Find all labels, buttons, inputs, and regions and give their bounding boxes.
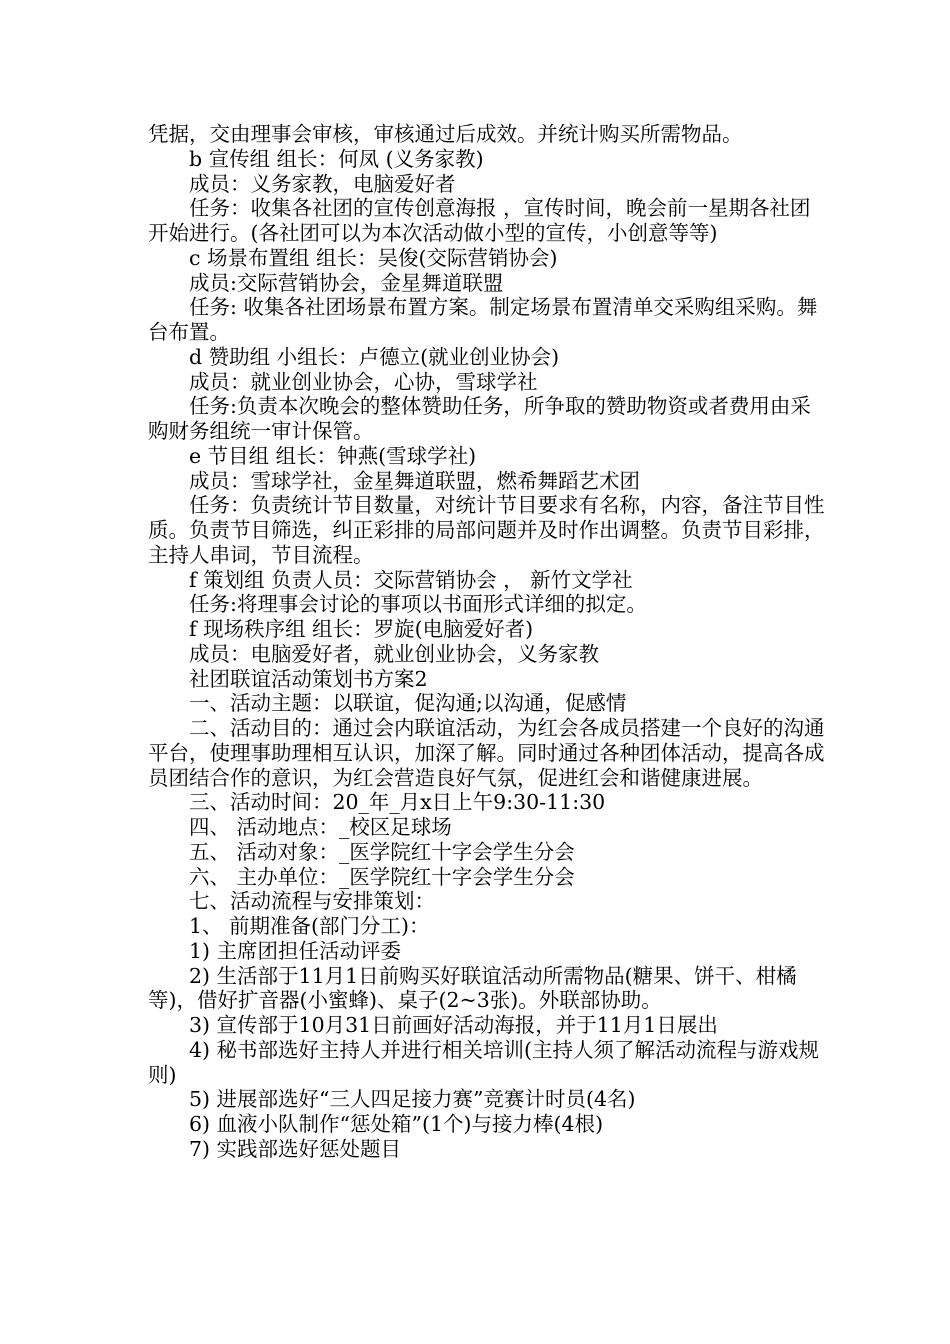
paragraph: 6) 血液小队制作“惩处箱”(1个)与接力棒(4根) [189, 1112, 604, 1136]
paragraph: 成员:交际营销协会，金星舞道联盟 [189, 270, 504, 295]
paragraph: 三、活动时间：20_年_月x日上午9:30-11:30 [189, 790, 606, 815]
paragraph: 成员：义务家教，电脑爱好者 [189, 171, 456, 196]
paragraph: 一、活动主题：以联谊，促沟通;以沟通，促感情 [189, 691, 627, 716]
paragraph: 成员：就业创业协会，心协，雪球学社 [189, 369, 538, 394]
paragraph: 任务:负责本次晚会的整体赞助任务，所争取的赞助物资或者费用由采购财务组统一审计保管。 [148, 394, 811, 443]
paragraph: 任务: 收集各社团场景布置方案。制定场景布置清单交采购组采购。舞台布置。 [148, 295, 818, 344]
paragraph: 成员：雪球学社，金星舞道联盟，燃希舞蹈艺术团 [189, 468, 640, 493]
paragraph: 4) 秘书部选好主持人并进行相关培训(主持人须了解活动流程与游戏规则) [148, 1037, 820, 1087]
paragraph: 社团联谊活动策划书方案2 [189, 666, 428, 691]
paragraph: 成员：电脑爱好者，就业创业协会，义务家教 [189, 641, 599, 666]
paragraph: c 场景布置组 组长：吴俊(交际营销协会) [189, 245, 558, 270]
paragraph: 二、活动目的：通过会内联谊活动，为红会各成员搭建一个良好的沟通平台，使理事助理相互认识，加深了解。同时通过各种团体活动，提高各成员团结合作的意识，为红会营造良好气氛，促进红会和谐健康进展。 [148, 716, 825, 790]
paragraph: 凭据，交由理事会审核，审核通过后成效。并统计购买所需物品。 [148, 122, 743, 146]
paragraph: 五、 活动对象：_医学院红十字会学生分会 [189, 839, 575, 864]
paragraph: 任务：收集各社团的宣传创意海报 ，宣传时间，晚会前一星期各社团开始进行。(各社团可以为本次活动做小型的宣传，小创意等等) [148, 196, 811, 245]
paragraph: b 宣传组 组长：何凤 (义务家教) [189, 146, 484, 171]
paragraph: 任务：负责统计节目数量，对统计节目要求有名称，内容，备注节目性质。负责节目筛选，纠正彩排的局部问题并及时作出调整。负责节目彩排，主持人串词，节目流程。 [148, 493, 825, 567]
paragraph: 任务:将理事会讨论的事项以书面形式详细的拟定。 [189, 592, 647, 617]
paragraph: 2) 生活部于11月1日前购买好联谊活动所需物品(糖果、饼干、柑橘等)，借好扩音器(小蜜蜂)、桌子(2~3张)。外联部协助。 [148, 963, 797, 1013]
paragraph: f 现场秩序组 组长：罗旋(电脑爱好者) [189, 617, 534, 641]
paragraph: 1、 前期准备(部门分工)： [189, 914, 430, 938]
paragraph: d 赞助组 小组长：卢德立(就业创业协会) [189, 344, 560, 369]
document-body [148, 122, 828, 1162]
paragraph: 5) 进展部选好“三人四足接力赛”竞赛计时员(4名) [189, 1087, 636, 1112]
paragraph: 六、 主办单位：_医学院红十字会学生分会 [189, 864, 575, 889]
paragraph: 四、 活动地点：_校区足球场 [189, 815, 452, 839]
paragraph: 3) 宣传部于10月31日前画好活动海报，并于11月1日展出 [189, 1013, 718, 1037]
paragraph: 1) 主席团担任活动评委 [189, 938, 402, 963]
paragraph: 7) 实践部选好惩处题目 [189, 1136, 402, 1161]
paragraph: 七、活动流程与安排策划： [189, 889, 435, 914]
paragraph: e 节目组 组长：钟燕(雪球学社) [189, 443, 477, 468]
paragraph: f 策划组 负责人员：交际营销协会 ， 新竹文学社 [189, 567, 633, 592]
